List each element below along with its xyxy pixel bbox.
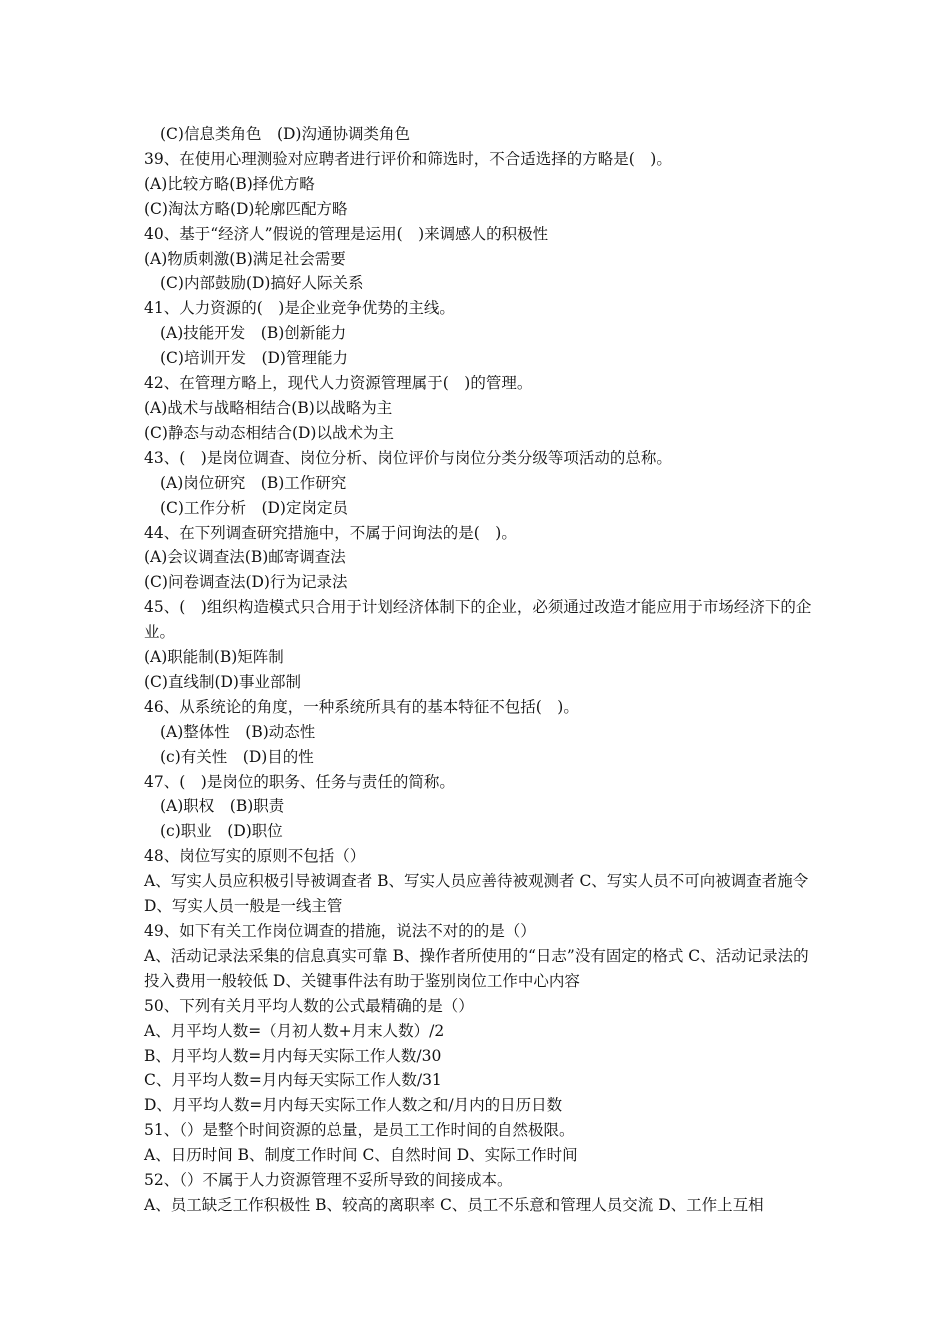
text-line: D、月平均人数=月内每天实际工作人数之和/月内的日历日数 bbox=[144, 1096, 563, 1115]
text-line: (A)岗位研究 (B)工作研究 bbox=[160, 473, 347, 492]
text-line: (A)职能制(B)矩阵制 bbox=[144, 648, 284, 667]
text-line: B、月平均人数=月内每天实际工作人数/30 bbox=[144, 1046, 442, 1065]
text-line: A、活动记录法采集的信息真实可靠 B、操作者所使用的“日志”没有固定的格式 C、活动记录法的投入费用一般较低 D、关键事件法有助于鉴别岗位工作中心内容 bbox=[144, 946, 809, 990]
text-line: 49、如下有关工作岗位调查的措施，说法不对的的是（） bbox=[144, 922, 536, 940]
text-line: (C)淘汰方略(D)轮廓匹配方略 bbox=[144, 199, 348, 218]
document-body bbox=[144, 122, 814, 1218]
text-line: (C)问卷调查法(D)行为记录法 bbox=[144, 573, 348, 592]
text-line: 52、（）不属于人力资源管理不妥所导致的间接成本。 bbox=[144, 1171, 513, 1190]
text-line: (A)物质刺激(B)满足社会需要 bbox=[144, 249, 346, 268]
text-line: 41、人力资源的( )是企业竞争优势的主线。 bbox=[144, 299, 455, 318]
text-line: 43、( )是岗位调查、岗位分析、岗位评价与岗位分类分级等项活动的总称。 bbox=[144, 448, 672, 467]
text-line: 46、从系统论的角度，一种系统所具有的基本特征不包括( )。 bbox=[144, 697, 579, 716]
text-line: (A)比较方略(B)择优方略 bbox=[144, 174, 315, 193]
text-line: 42、在管理方略上，现代人力资源管理属于( )的管理。 bbox=[144, 374, 533, 393]
text-line: (A)整体性 (B)动态性 bbox=[160, 722, 316, 741]
text-line: C、月平均人数=月内每天实际工作人数/31 bbox=[144, 1071, 442, 1090]
text-line: 50、下列有关月平均人数的公式最精确的是（） bbox=[144, 996, 474, 1015]
text-line: (A)战术与战略相结合(B)以战略为主 bbox=[144, 398, 393, 417]
text-line: 48、岗位写实的原则不包括（） bbox=[144, 847, 366, 866]
text-line: (A)职权 (B)职责 bbox=[160, 797, 285, 816]
text-line: 40、基于“经济人”假说的管理是运用( )来调感人的积极性 bbox=[144, 224, 549, 243]
text-line: 39、在使用心理测验对应聘者进行评价和筛选时，不合适选择的方略是( )。 bbox=[144, 149, 672, 168]
text-line: A、员工缺乏工作积极性 B、较高的离职率 C、员工不乐意和管理人员交流 D、工作上互相 bbox=[144, 1195, 764, 1214]
text-line: A、日历时间 B、制度工作时间 C、自然时间 D、实际工作时间 bbox=[144, 1146, 578, 1165]
text-line: (c)职业 (D)职位 bbox=[160, 822, 283, 841]
text-line: (C)信息类角色 (D)沟通协调类角色 bbox=[160, 125, 410, 143]
text-line: 44、在下列调查研究措施中，不属于问询法的是( )。 bbox=[144, 523, 517, 542]
text-line: A、写实人员应积极引导被调查者 B、写实人员应善待被观测者 C、写实人员不可向被调查者施令 D、写实人员一般是一线主管 bbox=[144, 872, 809, 916]
text-line: 45、( )组织构造模式只合用于计划经济体制下的企业，必须通过改造才能应用于市场经济下的企业。 bbox=[144, 598, 812, 642]
text-line: 47、( )是岗位的职务、任务与责任的简称。 bbox=[144, 772, 455, 791]
text-line: 51、（）是整个时间资源的总量，是员工工作时间的自然极限。 bbox=[144, 1121, 575, 1140]
text-line: (C)内部鼓励(D)搞好人际关系 bbox=[160, 274, 364, 293]
text-line: (c)有关性 (D)目的性 bbox=[160, 747, 314, 766]
text-line: (C)培训开发 (D)管理能力 bbox=[160, 349, 348, 368]
text-line: (C)工作分析 (D)定岗定员 bbox=[160, 498, 348, 517]
text-line: A、月平均人数=（月初人数+月末人数）/2 bbox=[144, 1021, 445, 1040]
text-line: (C)直线制(D)事业部制 bbox=[144, 672, 301, 691]
text-line: (A)会议调查法(B)邮寄调查法 bbox=[144, 548, 346, 567]
text-line: (C)静态与动态相结合(D)以战术为主 bbox=[144, 423, 394, 442]
text-line: (A)技能开发 (B)创新能力 bbox=[160, 324, 347, 343]
